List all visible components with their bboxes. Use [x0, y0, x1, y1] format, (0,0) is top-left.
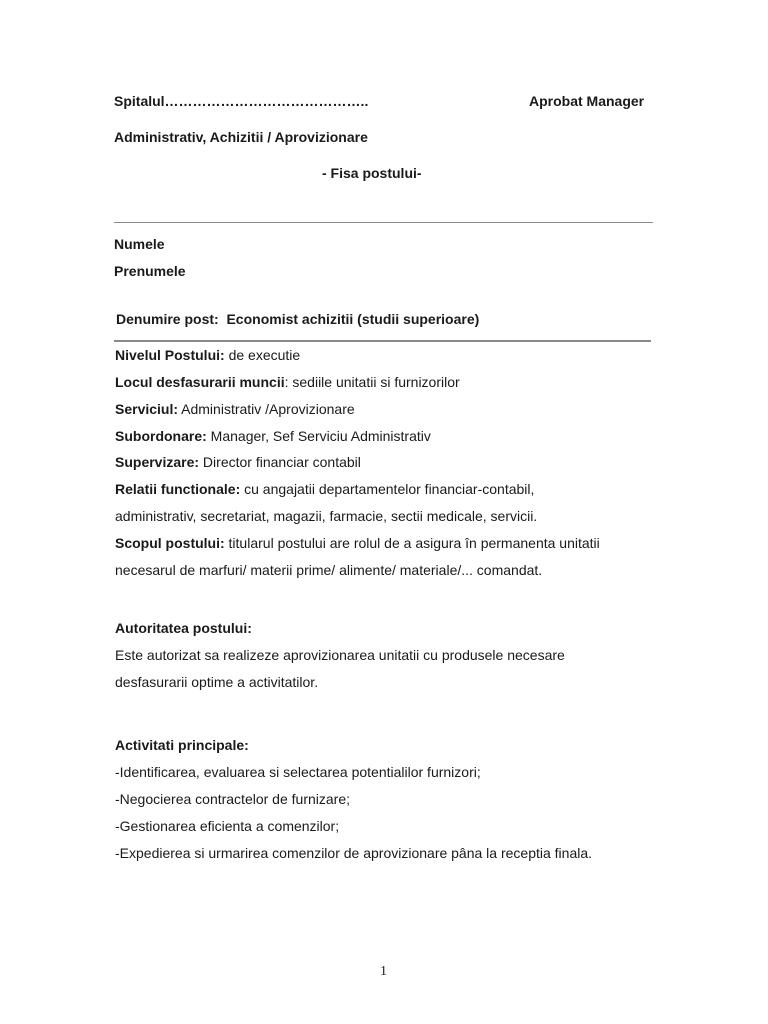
- field-location: [115, 374, 460, 391]
- authority-line: Este autorizat sa realizeze aprovizionarea unitatii cu produsele necesare: [115, 647, 565, 663]
- field-value: cu angajatii departamentelor financiar-contabil,: [240, 481, 535, 497]
- document-title: - Fisa postului-: [322, 165, 422, 181]
- field-value: titularul postului are rolul de a asigura în permanenta unitatii: [224, 535, 600, 551]
- field-relations: [115, 481, 534, 498]
- field-value: de executie: [224, 347, 301, 363]
- field-label: Scopul postului:: [115, 535, 225, 551]
- page-number: 1: [380, 964, 387, 979]
- post-title: [116, 311, 479, 328]
- field-purpose-cont: [115, 562, 542, 579]
- field-subordination: [115, 428, 431, 445]
- field-value: Manager, Sef Serviciu Administrativ: [206, 428, 431, 444]
- post-title-label: Denumire post:: [116, 311, 219, 327]
- surname-label: Prenumele: [114, 263, 186, 279]
- field-level: [115, 347, 300, 364]
- hospital-line: Spitalul……………………………………..: [114, 93, 369, 109]
- field-relations-cont: [115, 508, 537, 525]
- field-label: Locul desfasurarii muncii: [115, 374, 285, 390]
- field-label: Supervizare:: [115, 454, 200, 470]
- field-value: necesarul de marfuri/ materii prime/ alimente/ materiale/... comandat.: [115, 562, 543, 578]
- field-value: administrativ, secretariat, magazii, farmacie, sectii medicale, servicii.: [115, 508, 538, 524]
- field-value: Director financiar contabil: [199, 454, 361, 470]
- field-label: Nivelul Postului:: [115, 347, 225, 363]
- field-label: Serviciul:: [115, 401, 179, 417]
- field-label: Subordonare:: [115, 428, 207, 444]
- divider-post: [114, 340, 651, 342]
- field-label: Relatii functionale:: [115, 481, 241, 497]
- activity-item: -Gestionarea eficienta a comenzilor;: [115, 818, 340, 834]
- field-supervision: [115, 454, 361, 471]
- activity-item: -Negocierea contractelor de furnizare;: [115, 791, 351, 807]
- activity-item: -Expedierea si urmarirea comenzilor de aprovizionare pâna la receptia finala.: [115, 845, 593, 861]
- field-purpose: [115, 535, 600, 552]
- authority-heading: Autoritatea postului:: [115, 620, 252, 636]
- name-label: Numele: [114, 236, 165, 252]
- department-line: Administrativ, Achizitii / Aprovizionare: [114, 129, 368, 145]
- authority-line: desfasurarii optime a activitatilor.: [115, 674, 319, 690]
- activity-item: -Identificarea, evaluarea si selectarea potentialilor furnizori;: [115, 764, 481, 780]
- approval-line: Aprobat Manager: [529, 93, 645, 109]
- post-title-value: Economist achizitii (studii superioare): [226, 311, 480, 327]
- field-value: Administrativ /Aprovizionare: [178, 401, 355, 417]
- field-service: [115, 401, 355, 418]
- activities-heading: Activitati principale:: [115, 737, 249, 753]
- field-value: : sediile unitatii si furnizorilor: [284, 374, 460, 390]
- divider-top: [114, 222, 653, 223]
